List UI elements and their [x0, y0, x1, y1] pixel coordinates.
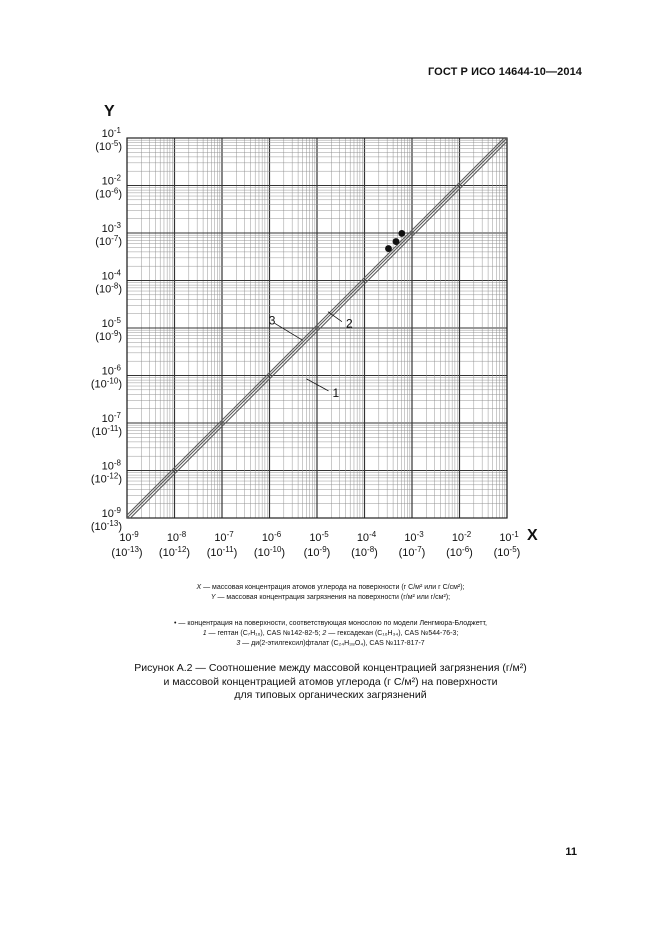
y-tick-label-alt: $(10^{-8})$ [95, 281, 122, 296]
y-tick-label-main: $10^{-3}$ [101, 221, 121, 235]
x-tick-label-main: $10^{-5}$ [309, 530, 329, 544]
curve-leader-3 [275, 323, 303, 340]
y-tick-label-alt: $(10^{-5})$ [95, 139, 122, 153]
x-tick-label-main: $10^{-8}$ [166, 530, 187, 544]
legend-item1-text: — гептан (C₇H₁₆), CAS №142-82-5; [206, 630, 323, 637]
legend-items-line [0, 629, 661, 639]
curve-label-3: 3 [268, 313, 276, 328]
monolayer-point [398, 230, 405, 237]
caption-line-1: Рисунок А.2 — Соотношение между массовой концентрацией загрязнения (г/м²) [134, 662, 527, 674]
document-header: ГОСТ Р ИСО 14644-10—2014 [427, 66, 582, 78]
x-tick-label-main: $10^{-2}$ [451, 530, 472, 544]
x-axis-name: X [527, 527, 538, 544]
x-tick-label-main: $10^{-4}$ [356, 530, 377, 544]
y-tick-label-alt: $(10^{-11})$ [91, 424, 122, 438]
legend-series [0, 619, 661, 649]
x-tick-label-main: $10^{-1}$ [499, 530, 519, 544]
legend-dot-note: • — концентрация на поверхности, соответствующая монослою по модели Ленгмюра-Блоджетт, [174, 620, 487, 627]
curve-label-2: 2 [345, 316, 353, 331]
x-tick-label-main: $10^{-3}$ [404, 530, 424, 544]
monolayer-point [385, 245, 392, 252]
chart-curve-labels [269, 312, 353, 400]
y-tick-label-main: $10^{-6}$ [101, 363, 121, 378]
x-tick-label-alt: $(10^{-7})$ [398, 545, 426, 559]
legend-item2-text: — гексадекан (C₁₆H₃₄), CAS №544-76-3; [326, 630, 459, 637]
x-tick-label-main: $10^{-7}$ [214, 530, 234, 544]
legend-axes [0, 583, 661, 603]
y-tick-label-main: $10^{-7}$ [101, 411, 121, 425]
figure-caption [0, 662, 661, 703]
x-tick-label-alt: $(10^{-8})$ [351, 545, 378, 559]
y-tick-label-alt: $(10^{-9})$ [95, 329, 122, 343]
x-tick-label-alt: $(10^{-6})$ [446, 545, 473, 559]
y-tick-label-main: $10^{-9}$ [101, 506, 121, 520]
legend-item3-text: — ди(2-этилгексил)фталат (C₂₄H₃₈O₄), CAS №117-817-7 [240, 640, 425, 647]
y-tick-label-alt: $(10^{-6})$ [95, 186, 122, 201]
legend-item2-num: 2 [322, 630, 327, 637]
y-tick-label-alt: $(10^{-7})$ [95, 234, 122, 248]
x-tick-label-main: $10^{-9}$ [119, 530, 139, 544]
x-tick-label-alt: $(10^{-12})$ [158, 545, 191, 559]
series-line-3 [127, 138, 504, 515]
x-tick-label-alt: $(10^{-13})$ [111, 545, 143, 559]
caption-line-2: и массовой концентрацией атомов углерода (г С/м²) на поверхности [163, 675, 498, 688]
curve-label-1: 1 [332, 385, 340, 400]
y-tick-label-main: $10^{-5}$ [101, 316, 121, 330]
x-tick-label-alt: $(10^{-5})$ [493, 545, 521, 559]
x-tick-label-alt: $(10^{-9})$ [303, 545, 331, 559]
y-axis-name: Y [104, 103, 115, 120]
y-tick-label-main: $10^{-2}$ [101, 173, 121, 188]
legend-x-symbol: X [196, 584, 202, 591]
caption-line-3: для типовых органических загрязнений [234, 689, 427, 701]
legend-item3-line [0, 639, 661, 649]
legend-x-line [0, 583, 661, 593]
legend-y-line [0, 593, 661, 603]
legend-item1-num: 1 [202, 630, 207, 637]
series-line-1 [130, 141, 507, 518]
x-tick-label-alt: $(10^{-10})$ [253, 545, 286, 559]
y-tick-label-alt: $(10^{-13})$ [90, 519, 122, 533]
legend-x-text: — массовая концентрация атомов углерода на поверхности (г С/м² или г С/см²); [201, 584, 465, 591]
x-tick-label-main: $10^{-6}$ [261, 530, 282, 544]
legend-y-text: — массовая концентрация загрязнения на поверхности (г/м² или г/см²); [215, 594, 451, 601]
legend-y-symbol: Y [210, 594, 216, 601]
y-tick-label-alt: $(10^{-12})$ [90, 471, 122, 486]
y-tick-label-alt: $(10^{-10})$ [90, 376, 122, 391]
monolayer-point [393, 238, 400, 245]
x-tick-label-alt: $(10^{-11})$ [206, 545, 238, 559]
y-tick-label-main: $10^{-1}$ [101, 126, 121, 140]
y-tick-label-main: $10^{-4}$ [101, 268, 121, 283]
legend-item3-num: 3 [236, 640, 241, 647]
page-number: 11 [565, 846, 577, 858]
y-tick-label-main: $10^{-8}$ [101, 458, 121, 473]
